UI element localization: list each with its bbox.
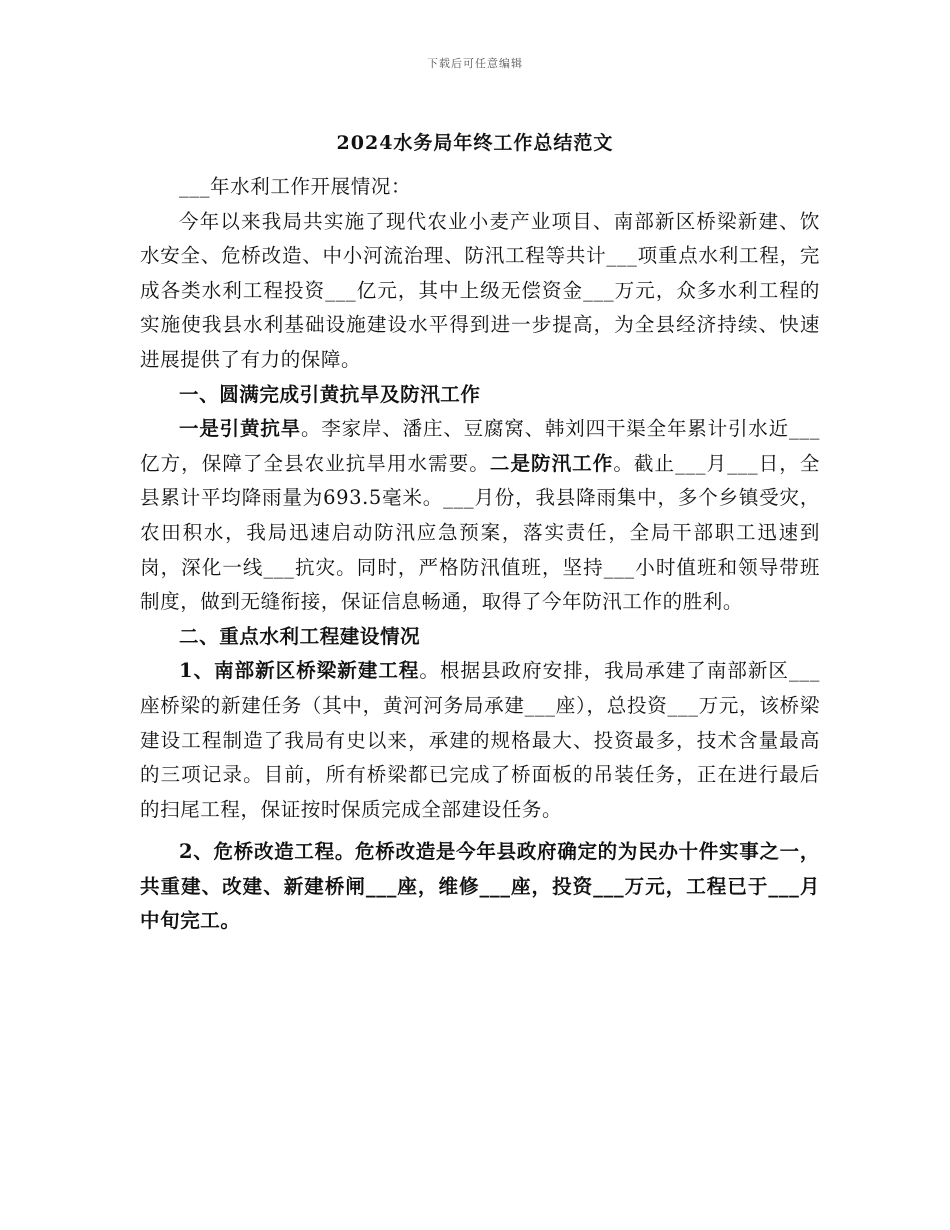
paragraph-overview: 今年以来我局共实施了现代农业小麦产业项目、南部新区桥梁新建、饮水安全、危桥改造、中小河流治理、防汛工程等共计___项重点水利工程，完成各类水利工程投资___亿元，其中上级无偿资金___万元，众多水利工程的实施使我县水利基础设施建设水平得到进一步提高，为全县经济持续、快速进展提供了有力的保障。 [140, 209, 820, 371]
text-flood: 。截止___月___日，全县累计平均降雨量为693.5毫米。___月份，我县降雨集中，多个乡镇受灾，农田积水，我局迅速启动防汛应急预案，落实责任，全局干部职工迅速到岗，深化一线___抗灾。同时，严格防汛值班，坚持___小时值班和领导带班制度，做到无缝衔接，保证信息畅通，取得了今年防汛工作的胜利。 [140, 451, 820, 614]
document-body [140, 170, 820, 939]
lead-drought: 一是引黄抗旱 [179, 417, 301, 441]
paragraph-drought-flood [140, 412, 820, 620]
intro-label: ___年水利工作开展情况： [179, 175, 412, 198]
header-note: 下载后可任意编辑 [427, 57, 523, 70]
lead-flood: 二是防汛工作 [489, 451, 614, 475]
lead-bridge-project: 1、南部新区桥梁新建工程 [179, 659, 420, 683]
section-heading-1: 一、圆满完成引黄抗旱及防汛工作 [179, 382, 481, 406]
document-title: 2024水务局年终工作总结范文 [336, 132, 614, 154]
text-drought: 。李家岸、潘庄、豆腐窝、韩刘四干渠全年累计引水近___亿方，保障了全县农业抗旱用水需要。 [140, 417, 821, 475]
section-heading-2: 二、重点水利工程建设情况 [179, 624, 421, 648]
paragraph-bridge-project [140, 654, 820, 827]
paragraph-dangerous-bridge: 2、危桥改造工程。危桥改造是今年县政府确定的为民办十件实事之一，共重建、改建、新建桥闸___座，维修___座，投资___万元，工程已于___月中旬完工。 [140, 840, 820, 933]
text-bridge-project: 。根据县政府安排，我局承建了南部新区___座桥梁的新建任务（其中，黄河河务局承建___座），总投资___万元，该桥梁建设工程制造了我局有史以来，承建的规格最大、投资最多，技术含量最高的三项记录。目前，所有桥梁都已完成了桥面板的吊装任务，正在进行最后的扫尾工程，保证按时保质完成全部建设任务。 [140, 659, 820, 821]
